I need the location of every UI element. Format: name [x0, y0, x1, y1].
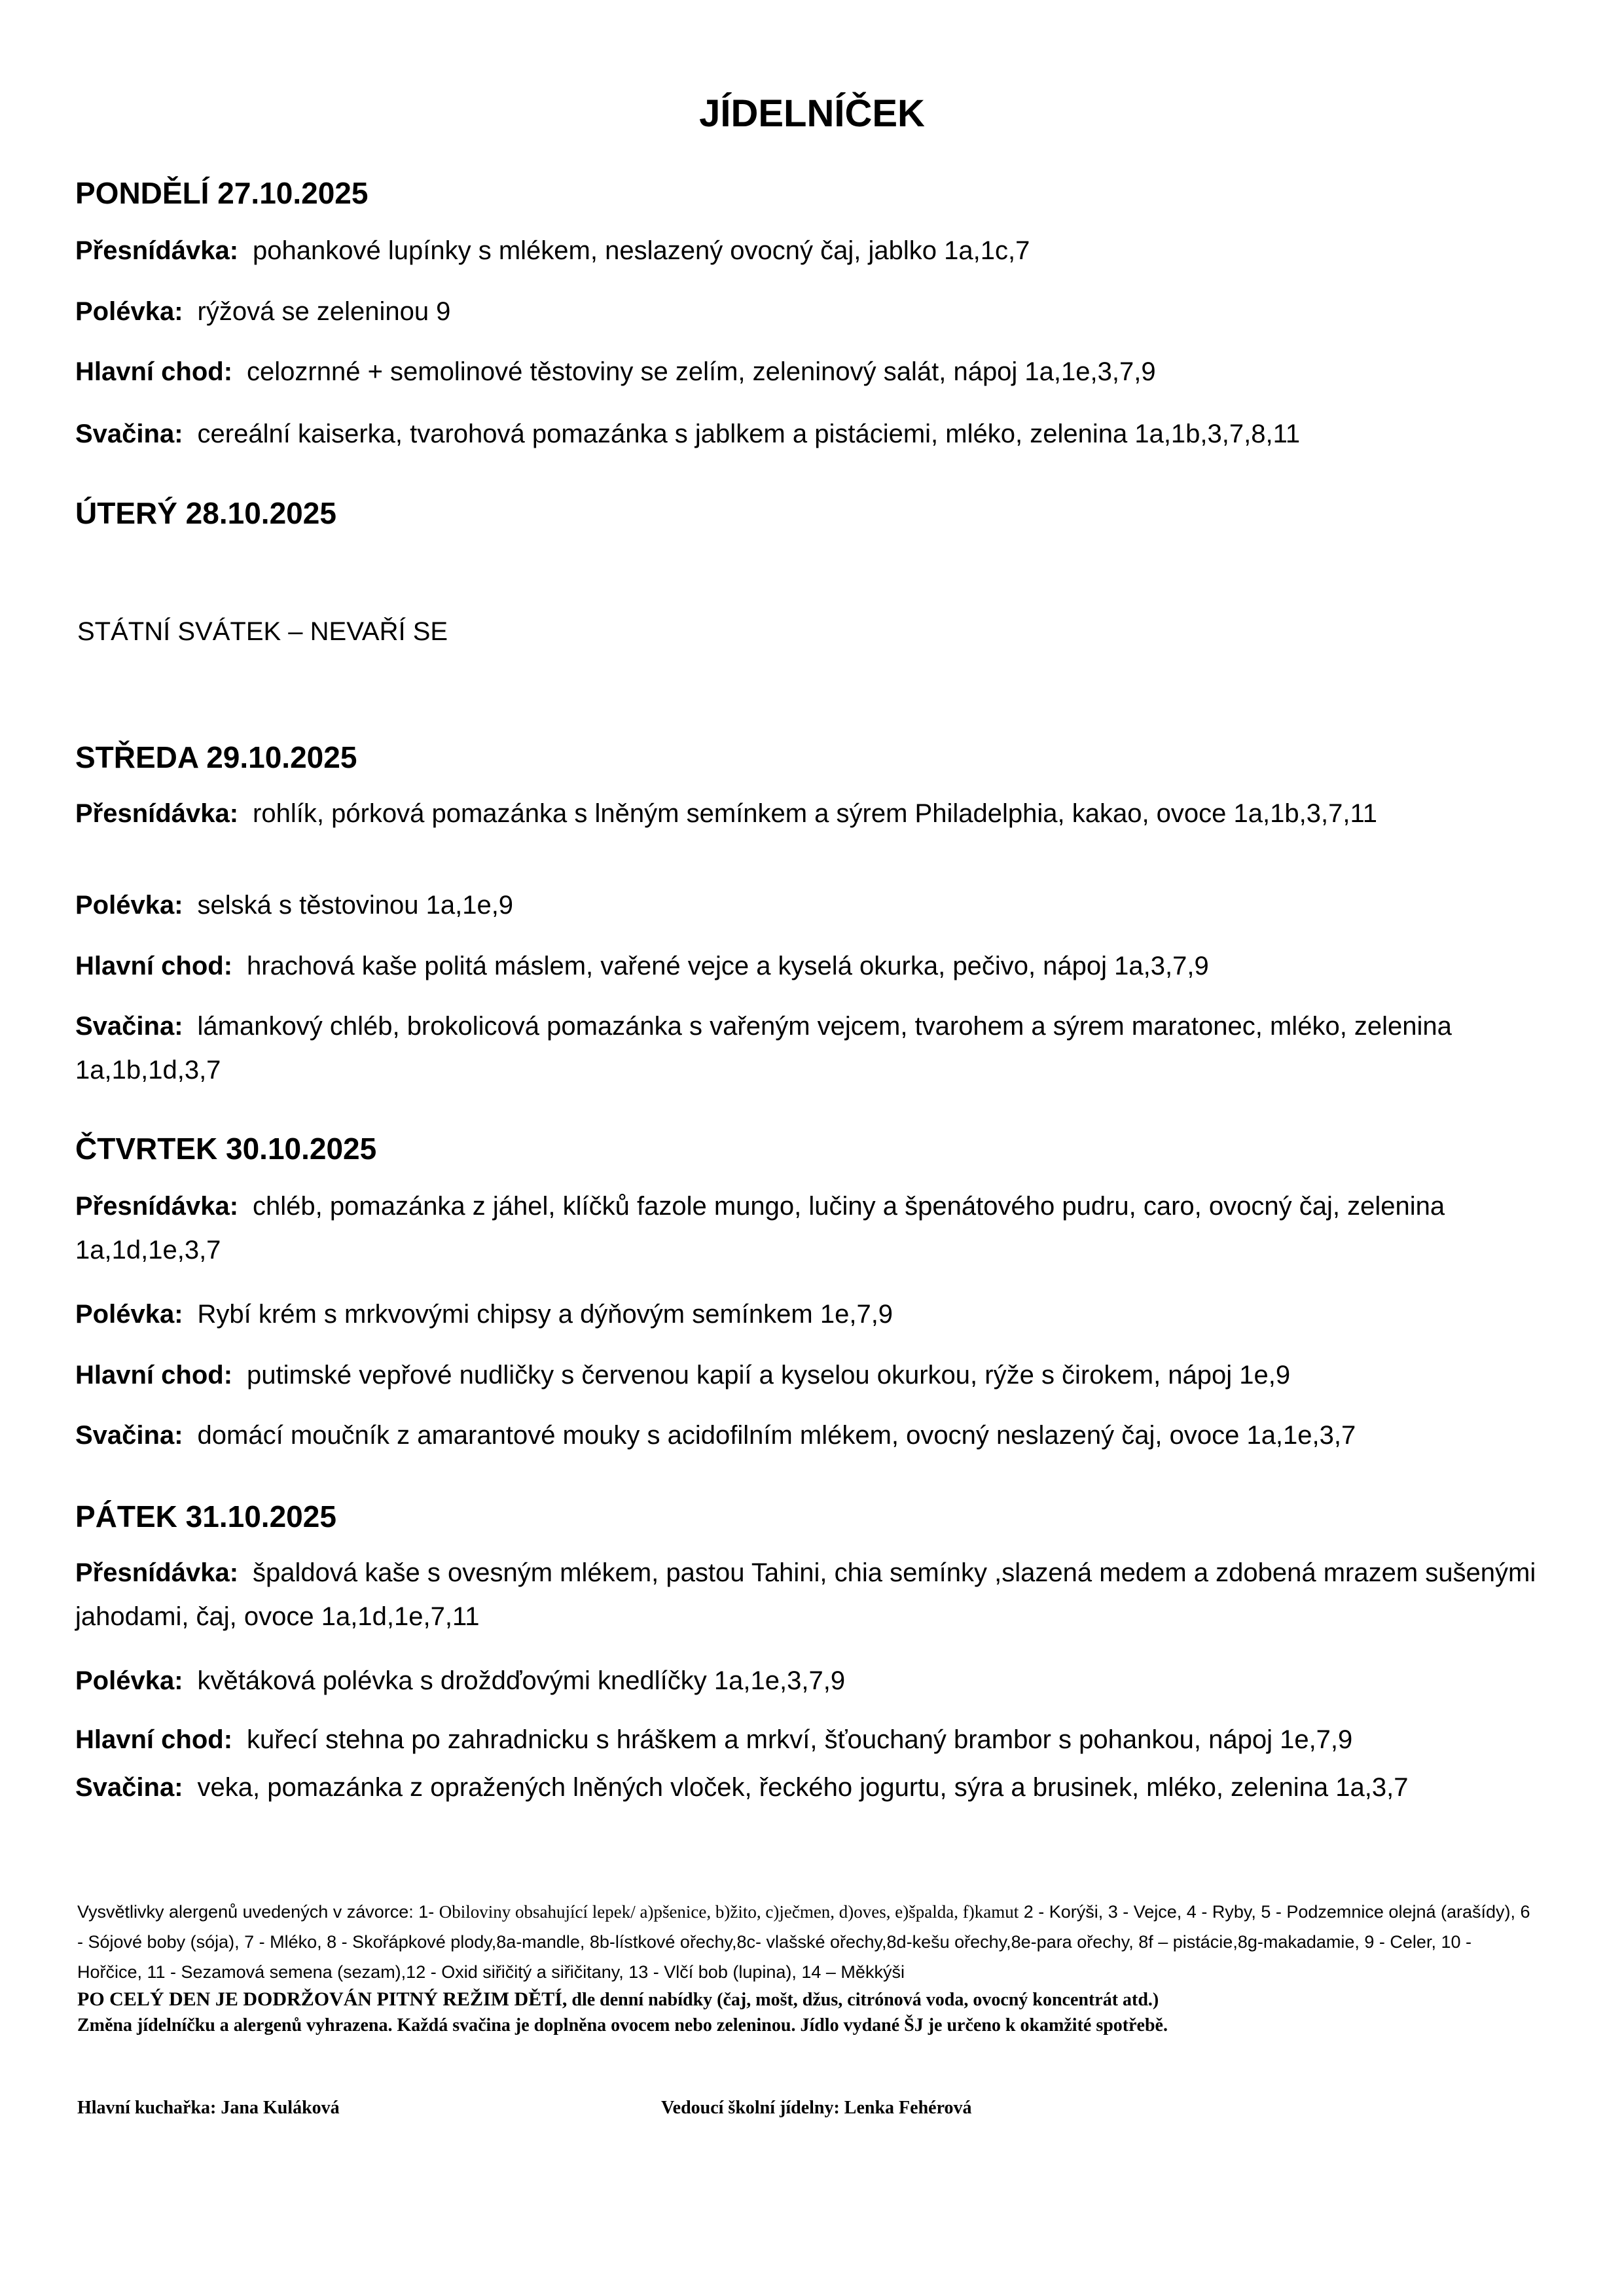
meal-text: putimské vepřové nudličky s červenou kapií a kyselou okurkou, rýže s čirokem, nápoj 1e,9	[247, 1361, 1291, 1390]
friday-hlavni-chod	[75, 1718, 1555, 1762]
meal-text: selská s těstovinou 1a,1e,9	[197, 891, 514, 920]
monday-presnidavka	[75, 229, 1555, 273]
day-heading-monday: PONDĚLÍ 27.10.2025	[75, 176, 369, 210]
drinking-regime-notice	[77, 1986, 1557, 2013]
label-presnidavka: Přesnídávka:	[75, 1558, 239, 1587]
meal-text: rohlík, pórková pomazánka s lněným semínkem a sýrem Philadelphia, kakao, ovoce 1a,1b,3,7,11	[253, 799, 1377, 828]
thursday-polevka	[75, 1293, 1555, 1336]
label-presnidavka: Přesnídávka:	[75, 236, 239, 265]
label-svacina: Svačina:	[75, 1421, 183, 1450]
holiday-note: STÁTNÍ SVÁTEK – NEVAŘÍ SE	[77, 617, 448, 646]
meal-text: pohankové lupínky s mlékem, neslazený ovocný čaj, jablko 1a,1c,7	[253, 236, 1030, 265]
label-polevka: Polévka:	[75, 297, 183, 326]
label-presnidavka: Přesnídávka:	[75, 1192, 239, 1221]
day-heading-tuesday: ÚTERÝ 28.10.2025	[75, 496, 336, 530]
day-heading-thursday: ČTVRTEK 30.10.2025	[75, 1132, 377, 1166]
thursday-svacina	[75, 1414, 1555, 1458]
meal-text: Rybí krém s mrkvovými chipsy a dýňovým semínkem 1e,7,9	[197, 1300, 893, 1329]
wednesday-presnidavka	[75, 792, 1555, 836]
meal-text: špaldová kaše s ovesným mlékem, pastou Tahini, chia semínky ,slazená medem a zdobená mrazem sušenými jahodami, čaj, ovoce 1a,1d,1e,7,11	[75, 1558, 1536, 1631]
legend-cereals: Obiloviny obsahující lepek/ a)pšenice, b)žito, c)ječmen, d)oves, e)špalda, f)kamut	[439, 1902, 1019, 1922]
meal-text: chléb, pomazánka z jáhel, klíčků fazole mungo, lučiny a špenátového pudru, caro, ovocný čaj, zelenina 1a,1d,1e,3,7	[75, 1192, 1445, 1265]
allergen-legend	[77, 1897, 1530, 1987]
meal-text: veka, pomazánka z opražených lněných vloček, řeckého jogurtu, sýra a brusinek, mléko, zelenina 1a,3,7	[197, 1773, 1409, 1802]
label-svacina: Svačina:	[75, 1012, 183, 1041]
head-cook-signature: Hlavní kuchařka: Jana Kuláková	[77, 2098, 340, 2118]
friday-polevka	[75, 1659, 1555, 1703]
label-hlavni-chod: Hlavní chod:	[75, 1725, 233, 1754]
friday-presnidavka	[75, 1551, 1555, 1639]
drinking-notice-rest: dle denní nabídky (čaj, mošt, džus, citrónová voda, ovocný koncentrát atd.)	[567, 1990, 1159, 2010]
meal-text: lámankový chléb, brokolicová pomazánka s vařeným vejcem, tvarohem a sýrem maratonec, mléko, zelenina 1a,1b,1d,3,7	[75, 1012, 1452, 1085]
label-hlavni-chod: Hlavní chod:	[75, 357, 233, 386]
wednesday-hlavni-chod	[75, 944, 1555, 988]
friday-svacina	[75, 1766, 1555, 1810]
wednesday-svacina	[75, 1005, 1555, 1092]
label-hlavni-chod: Hlavní chod:	[75, 952, 233, 980]
monday-polevka	[75, 290, 1555, 334]
canteen-manager-signature: Vedoucí školní jídelny: Lenka Fehérová	[661, 2098, 972, 2118]
label-polevka: Polévka:	[75, 1666, 183, 1695]
legend-rest: 2 - Korýši, 3 - Vejce, 4 - Ryby, 5 - Podzemnice olejná (arašídy), 6 - Sójové boby (sója), 7 - Mléko, 8 - Skořápkové plody,8a-mandle, 8b-lístkové ořechy,8c- vlašské ořechy,8d-kešu ořechy,8e-para ořechy, 8f – pistácie,8g-makadamie, 9 - Celer, 10 - Hořčice, 11 - Sezamová semena (sezam),12 - Oxid siřičitý a siřičitany, 13 - Vlčí bob (lupina), 14 – Měkkýši	[77, 1902, 1530, 1982]
monday-svacina	[75, 412, 1555, 456]
label-polevka: Polévka:	[75, 1300, 183, 1329]
label-polevka: Polévka:	[75, 891, 183, 920]
day-heading-friday: PÁTEK 31.10.2025	[75, 1499, 336, 1534]
label-svacina: Svačina:	[75, 420, 183, 448]
meal-text: květáková polévka s droždďovými knedlíčky 1a,1e,3,7,9	[197, 1666, 846, 1695]
meal-text: celozrnné + semolinové těstoviny se zelím, zeleninový salát, nápoj 1a,1e,3,7,9	[247, 357, 1156, 386]
thursday-hlavni-chod	[75, 1354, 1555, 1397]
page-title: JÍDELNÍČEK	[699, 92, 925, 135]
meal-text: domácí moučník z amarantové mouky s acidofilním mlékem, ovocný neslazený čaj, ovoce 1a,1e,3,7	[197, 1421, 1356, 1450]
label-presnidavka: Přesnídávka:	[75, 799, 239, 828]
legend-intro: Vysvětlivky alergenů uvedených v závorce: 1-	[77, 1902, 439, 1922]
label-svacina: Svačina:	[75, 1773, 183, 1802]
monday-hlavni-chod	[75, 350, 1555, 394]
meal-text: hrachová kaše politá máslem, vařené vejce a kyselá okurka, pečivo, nápoj 1a,3,7,9	[247, 952, 1209, 980]
menu-change-notice: Změna jídelníčku a alergenů vyhrazena. Každá svačina je doplněna ovocem nebo zeleninou. Jídlo vydané ŠJ je určeno k okamžité spotřebě.	[77, 2015, 1168, 2036]
drinking-notice-bold: PO CELÝ DEN JE DODRŽOVÁN PITNÝ REŽIM DĚTÍ,	[77, 1988, 568, 2010]
thursday-presnidavka	[75, 1185, 1555, 1272]
meal-text: rýžová se zeleninou 9	[197, 297, 451, 326]
wednesday-polevka	[75, 884, 1555, 927]
day-heading-wednesday: STŘEDA 29.10.2025	[75, 740, 357, 774]
meal-text: cereální kaiserka, tvarohová pomazánka s jablkem a pistáciemi, mléko, zelenina 1a,1b,3,7,8,11	[197, 420, 1301, 448]
meal-text: kuřecí stehna po zahradnicku s hráškem a mrkví, šťouchaný brambor s pohankou, nápoj 1e,7,9	[247, 1725, 1353, 1754]
label-hlavni-chod: Hlavní chod:	[75, 1361, 233, 1390]
